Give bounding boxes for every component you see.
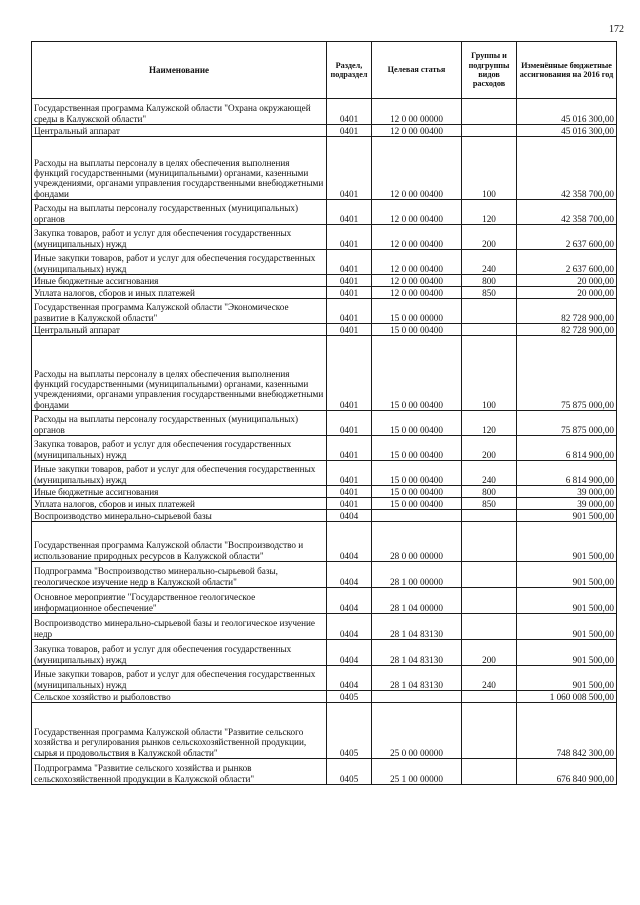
row-name: Государственная программа Калужской области "Экономическое развитие в Калужской области" (32, 299, 327, 324)
row-name: Подпрограмма "Воспроизводство минерально-сырьевой базы, геологическое изучение недр в Калужской области" (32, 562, 327, 588)
header-groups: Группы и подгруппы видов расходов (462, 42, 517, 99)
row-amount: 2 637 600,00 (517, 225, 617, 250)
row-group (462, 703, 517, 759)
table-row (32, 562, 617, 588)
table-row (32, 125, 617, 137)
row-section: 0401 (327, 498, 372, 510)
row-target: 12 0 00 00400 (372, 200, 462, 225)
table-row (32, 436, 617, 461)
row-name: Иные закупки товаров, работ и услуг для обеспечения государственных (муниципальных) нужд (32, 666, 327, 691)
row-amount: 39 000,00 (517, 486, 617, 498)
row-section: 0404 (327, 588, 372, 614)
row-amount: 75 875 000,00 (517, 411, 617, 436)
table-row (32, 137, 617, 200)
row-target: 28 0 00 00000 (372, 522, 462, 562)
row-name: Центральный аппарат (32, 125, 327, 137)
row-name: Расходы на выплаты персоналу в целях обеспечения выполнения функций государственными (муниципальными) органами, казенными учреждениями, органами управления государственными внебюджетными фондами (32, 137, 327, 200)
row-amount: 82 728 900,00 (517, 324, 617, 336)
row-target: 15 0 00 00400 (372, 336, 462, 411)
row-amount: 42 358 700,00 (517, 200, 617, 225)
row-name: Подпрограмма "Развитие сельского хозяйства и рынков сельскохозяйственной продукции в Калужской области" (32, 759, 327, 785)
table-row (32, 588, 617, 614)
row-section: 0401 (327, 125, 372, 137)
table-row (32, 486, 617, 498)
header-section: Раздел, подраздел (327, 42, 372, 99)
row-group: 100 (462, 137, 517, 200)
row-section: 0404 (327, 510, 372, 522)
row-name: Закупка товаров, работ и услуг для обеспечения государственных (муниципальных) нужд (32, 640, 327, 666)
row-target: 12 0 00 00400 (372, 287, 462, 299)
row-target: 12 0 00 00400 (372, 125, 462, 137)
table-row (32, 640, 617, 666)
row-amount: 39 000,00 (517, 498, 617, 510)
row-group (462, 759, 517, 785)
row-group (462, 99, 517, 125)
row-section: 0401 (327, 287, 372, 299)
row-group (462, 125, 517, 137)
row-section: 0401 (327, 436, 372, 461)
row-target: 12 0 00 00000 (372, 99, 462, 125)
row-target: 28 1 04 83130 (372, 614, 462, 640)
table-header-row (32, 42, 617, 99)
row-section: 0404 (327, 522, 372, 562)
header-name: Наименование (32, 42, 327, 99)
row-group: 240 (462, 666, 517, 691)
row-target: 15 0 00 00400 (372, 411, 462, 436)
row-group (462, 324, 517, 336)
row-group: 240 (462, 461, 517, 486)
row-group: 850 (462, 498, 517, 510)
row-target: 15 0 00 00400 (372, 486, 462, 498)
row-target: 25 1 00 00000 (372, 759, 462, 785)
row-name: Государственная программа Калужской области "Охрана окружающей среды в Калужской области" (32, 99, 327, 125)
row-name: Закупка товаров, работ и услуг для обеспечения государственных (муниципальных) нужд (32, 225, 327, 250)
row-target: 15 0 00 00000 (372, 299, 462, 324)
row-amount: 42 358 700,00 (517, 137, 617, 200)
row-name: Иные бюджетные ассигнования (32, 275, 327, 287)
row-section: 0405 (327, 703, 372, 759)
row-amount: 20 000,00 (517, 275, 617, 287)
row-name: Иные закупки товаров, работ и услуг для обеспечения государственных (муниципальных) нужд (32, 250, 327, 275)
table-row (32, 510, 617, 522)
row-name: Расходы на выплаты персоналу государственных (муниципальных) органов (32, 200, 327, 225)
row-section: 0405 (327, 759, 372, 785)
table-row (32, 703, 617, 759)
row-section: 0401 (327, 225, 372, 250)
table-row (32, 200, 617, 225)
row-target: 12 0 00 00400 (372, 250, 462, 275)
table-row (32, 411, 617, 436)
row-group (462, 562, 517, 588)
table-row (32, 275, 617, 287)
table-row (32, 498, 617, 510)
page-number: 172 (609, 24, 624, 35)
budget-table (31, 41, 617, 785)
row-name: Расходы на выплаты персоналу в целях обеспечения выполнения функций государственными (муниципальными) органами, казенными учреждениями, органами управления государственными внебюджетными фондами (32, 336, 327, 411)
table-row (32, 299, 617, 324)
row-section: 0401 (327, 99, 372, 125)
row-amount: 901 500,00 (517, 510, 617, 522)
row-group: 100 (462, 336, 517, 411)
row-section: 0401 (327, 200, 372, 225)
row-group: 800 (462, 486, 517, 498)
row-amount: 45 016 300,00 (517, 99, 617, 125)
row-target: 12 0 00 00400 (372, 275, 462, 287)
row-section: 0401 (327, 299, 372, 324)
row-section: 0401 (327, 137, 372, 200)
row-amount: 2 637 600,00 (517, 250, 617, 275)
row-target: 28 1 04 83130 (372, 666, 462, 691)
row-group (462, 614, 517, 640)
table-row (32, 666, 617, 691)
row-name: Сельское хозяйство и рыболовство (32, 691, 327, 703)
row-amount: 82 728 900,00 (517, 299, 617, 324)
row-amount: 1 060 008 500,00 (517, 691, 617, 703)
row-section: 0404 (327, 562, 372, 588)
row-group: 200 (462, 436, 517, 461)
row-amount: 6 814 900,00 (517, 461, 617, 486)
row-section: 0401 (327, 336, 372, 411)
row-section: 0401 (327, 324, 372, 336)
row-group (462, 588, 517, 614)
row-group (462, 299, 517, 324)
row-section: 0405 (327, 691, 372, 703)
row-group: 120 (462, 200, 517, 225)
row-group: 800 (462, 275, 517, 287)
table-row (32, 225, 617, 250)
row-amount: 45 016 300,00 (517, 125, 617, 137)
row-section: 0404 (327, 640, 372, 666)
row-amount: 901 500,00 (517, 562, 617, 588)
row-name: Расходы на выплаты персоналу государственных (муниципальных) органов (32, 411, 327, 436)
row-amount: 901 500,00 (517, 666, 617, 691)
table-row (32, 324, 617, 336)
row-section: 0401 (327, 486, 372, 498)
row-name: Уплата налогов, сборов и иных платежей (32, 498, 327, 510)
row-target: 15 0 00 00400 (372, 461, 462, 486)
row-section: 0401 (327, 250, 372, 275)
row-name: Иные закупки товаров, работ и услуг для обеспечения государственных (муниципальных) нужд (32, 461, 327, 486)
row-amount: 901 500,00 (517, 614, 617, 640)
row-target: 15 0 00 00400 (372, 498, 462, 510)
table-row (32, 522, 617, 562)
row-amount: 901 500,00 (517, 640, 617, 666)
table-row (32, 461, 617, 486)
row-group (462, 522, 517, 562)
row-section: 0401 (327, 275, 372, 287)
table-row (32, 287, 617, 299)
row-target: 28 1 00 00000 (372, 562, 462, 588)
table-row (32, 759, 617, 785)
row-amount: 676 840 900,00 (517, 759, 617, 785)
header-target: Целевая статья (372, 42, 462, 99)
row-name: Основное мероприятие "Государственное геологическое информационное обеспечение" (32, 588, 327, 614)
row-group: 200 (462, 640, 517, 666)
table-row (32, 691, 617, 703)
row-name: Государственная программа Калужской области "Воспроизводство и использование природных ресурсов в Калужской области" (32, 522, 327, 562)
row-group: 240 (462, 250, 517, 275)
row-target (372, 510, 462, 522)
row-name: Воспроизводство минерально-сырьевой базы (32, 510, 327, 522)
row-target: 15 0 00 00400 (372, 324, 462, 336)
row-group: 120 (462, 411, 517, 436)
row-section: 0401 (327, 461, 372, 486)
row-amount: 901 500,00 (517, 522, 617, 562)
table-row (32, 99, 617, 125)
row-name: Государственная программа Калужской области "Развитие сельского хозяйства и регулирования рынков сельскохозяйственной продукции, сырья и продовольствия в Калужской области" (32, 703, 327, 759)
row-amount: 748 842 300,00 (517, 703, 617, 759)
row-section: 0401 (327, 411, 372, 436)
row-amount: 901 500,00 (517, 588, 617, 614)
row-name: Уплата налогов, сборов и иных платежей (32, 287, 327, 299)
row-group: 850 (462, 287, 517, 299)
row-amount: 20 000,00 (517, 287, 617, 299)
table-row (32, 336, 617, 411)
header-amount: Изменённые бюджетные ассигнования на 2016 год (517, 42, 617, 99)
row-section: 0404 (327, 666, 372, 691)
row-name: Иные бюджетные ассигнования (32, 486, 327, 498)
row-target: 28 1 04 83130 (372, 640, 462, 666)
row-section: 0404 (327, 614, 372, 640)
row-target: 25 0 00 00000 (372, 703, 462, 759)
row-group (462, 510, 517, 522)
row-target: 12 0 00 00400 (372, 137, 462, 200)
row-target: 12 0 00 00400 (372, 225, 462, 250)
table-row (32, 250, 617, 275)
row-name: Воспроизводство минерально-сырьевой базы и геологическое изучение недр (32, 614, 327, 640)
row-group: 200 (462, 225, 517, 250)
row-target: 28 1 04 00000 (372, 588, 462, 614)
row-target (372, 691, 462, 703)
row-name: Закупка товаров, работ и услуг для обеспечения государственных (муниципальных) нужд (32, 436, 327, 461)
row-amount: 6 814 900,00 (517, 436, 617, 461)
row-amount: 75 875 000,00 (517, 336, 617, 411)
table-row (32, 614, 617, 640)
row-name: Центральный аппарат (32, 324, 327, 336)
row-group (462, 691, 517, 703)
row-target: 15 0 00 00400 (372, 436, 462, 461)
